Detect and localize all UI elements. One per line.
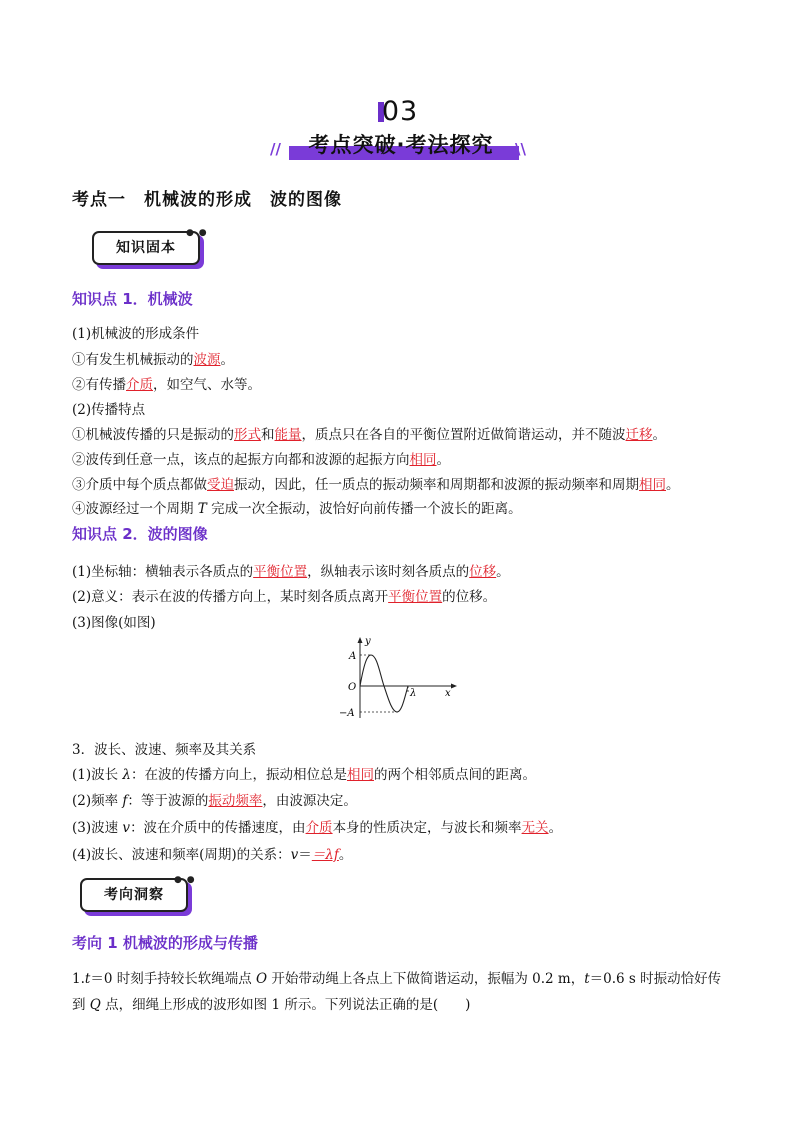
answer-blank: 受迫 (207, 477, 234, 493)
question-line: 1.t＝0 时刻手持较长软绳端点 O 开始带动绳上各点上下做简谐运动，振幅为 0.2 m，t＝0.6 s 时振动恰好传 (72, 971, 722, 987)
banner-title: 考点突破·考法探究 (308, 133, 494, 157)
question-line: 到 Q 点，细绳上形成的波形如图 1 所示。下列说法正确的是( ) (72, 997, 471, 1013)
text-line: (4)波长、波速和频率(周期)的关系：v＝＝λf。 (72, 847, 353, 863)
answer-blank: 介质 (126, 377, 153, 393)
text-line: (3)图像(如图) (72, 615, 156, 631)
answer-blank: 无关 (521, 820, 549, 836)
tag-knowledge-base-label: 知识固本 (116, 240, 176, 256)
tag-dots: ● ● (174, 875, 196, 885)
y-axis-label: y (365, 636, 371, 647)
text-line: ②波传到任意一点，该点的起振方向都和波源的起振方向相同。 (72, 452, 450, 468)
text-line: (2)传播特点 (72, 402, 146, 418)
text-line: ③介质中每个质点都做受迫振动，因此，任一质点的振动频率和周期都和波源的振动频率和周期相同。 (72, 477, 680, 493)
text-line: (1)机械波的形成条件 (72, 326, 200, 342)
banner-slash-left: // (270, 140, 281, 158)
answer-blank: 相同 (639, 477, 666, 493)
text-line: (2)频率 f：等于波源的振动频率，由波源决定。 (72, 793, 357, 809)
answer-blank: 形式 (234, 427, 261, 443)
text-line: ①有发生机械振动的波源。 (72, 352, 234, 368)
answer-blank: 波源 (193, 352, 221, 368)
section-number: 03 (381, 96, 419, 127)
answer-blank: 能量 (274, 427, 302, 443)
text-line: (1)波长 λ：在波的传播方向上，振动相位总是相同的两个相邻质点间的距离。 (72, 767, 536, 783)
y-axis-arrow (358, 637, 363, 643)
knowledge-point-1-heading: 知识点 1．机械波 (72, 290, 193, 308)
wave-curve (360, 655, 408, 712)
text-line: 3．波长、波速、频率及其关系 (72, 742, 257, 758)
amplitude-negative-label: −A (339, 708, 355, 719)
question-heading: 考向 1 机械波的形成与传播 (72, 934, 258, 952)
answer-blank: 平衡位置 (253, 564, 308, 580)
answer-blank: 振动频率 (208, 793, 263, 809)
wavelength-label: λ (410, 688, 417, 699)
text-line: (3)波速 v：波在介质中的传播速度，由介质本身的性质决定，与波长和频率无关。 (72, 820, 563, 836)
answer-blank: ＝λf (311, 847, 339, 863)
wave-graph (336, 634, 460, 720)
answer-blank: 介质 (305, 820, 333, 836)
x-axis-label: x (445, 688, 451, 699)
section-title: 考点一 机械波的形成 波的图像 (72, 190, 342, 210)
text-line: ①机械波传播的只是振动的形式和能量，质点只在各自的平衡位置附近做简谐运动，并不随波迁移。 (72, 427, 666, 443)
tag-dots: ● ● (186, 228, 208, 238)
knowledge-point-2-heading: 知识点 2．波的图像 (72, 525, 208, 543)
text-line: (1)坐标轴：横轴表示各质点的平衡位置，纵轴表示该时刻各质点的位移。 (72, 564, 510, 580)
answer-blank: 位移 (469, 564, 497, 580)
text-line: ②有传播介质，如空气、水等。 (72, 377, 261, 393)
origin-label: O (348, 682, 357, 693)
answer-blank: 相同 (409, 452, 437, 468)
amplitude-positive-label: A (349, 651, 357, 662)
answer-blank: 迁移 (625, 427, 653, 443)
text-line: (2)意义：表示在波的传播方向上，某时刻各质点离开平衡位置的位移。 (72, 589, 497, 605)
answer-blank: 平衡位置 (388, 589, 443, 605)
x-axis-arrow (451, 684, 457, 689)
banner-slash-right: \\ (515, 140, 526, 158)
answer-blank: 相同 (346, 767, 374, 783)
text-line: ④波源经过一个周期 T 完成一次全振动，波恰好向前传播一个波长的距离。 (72, 501, 522, 517)
tag-direction-insight-label: 考向洞察 (104, 887, 164, 903)
